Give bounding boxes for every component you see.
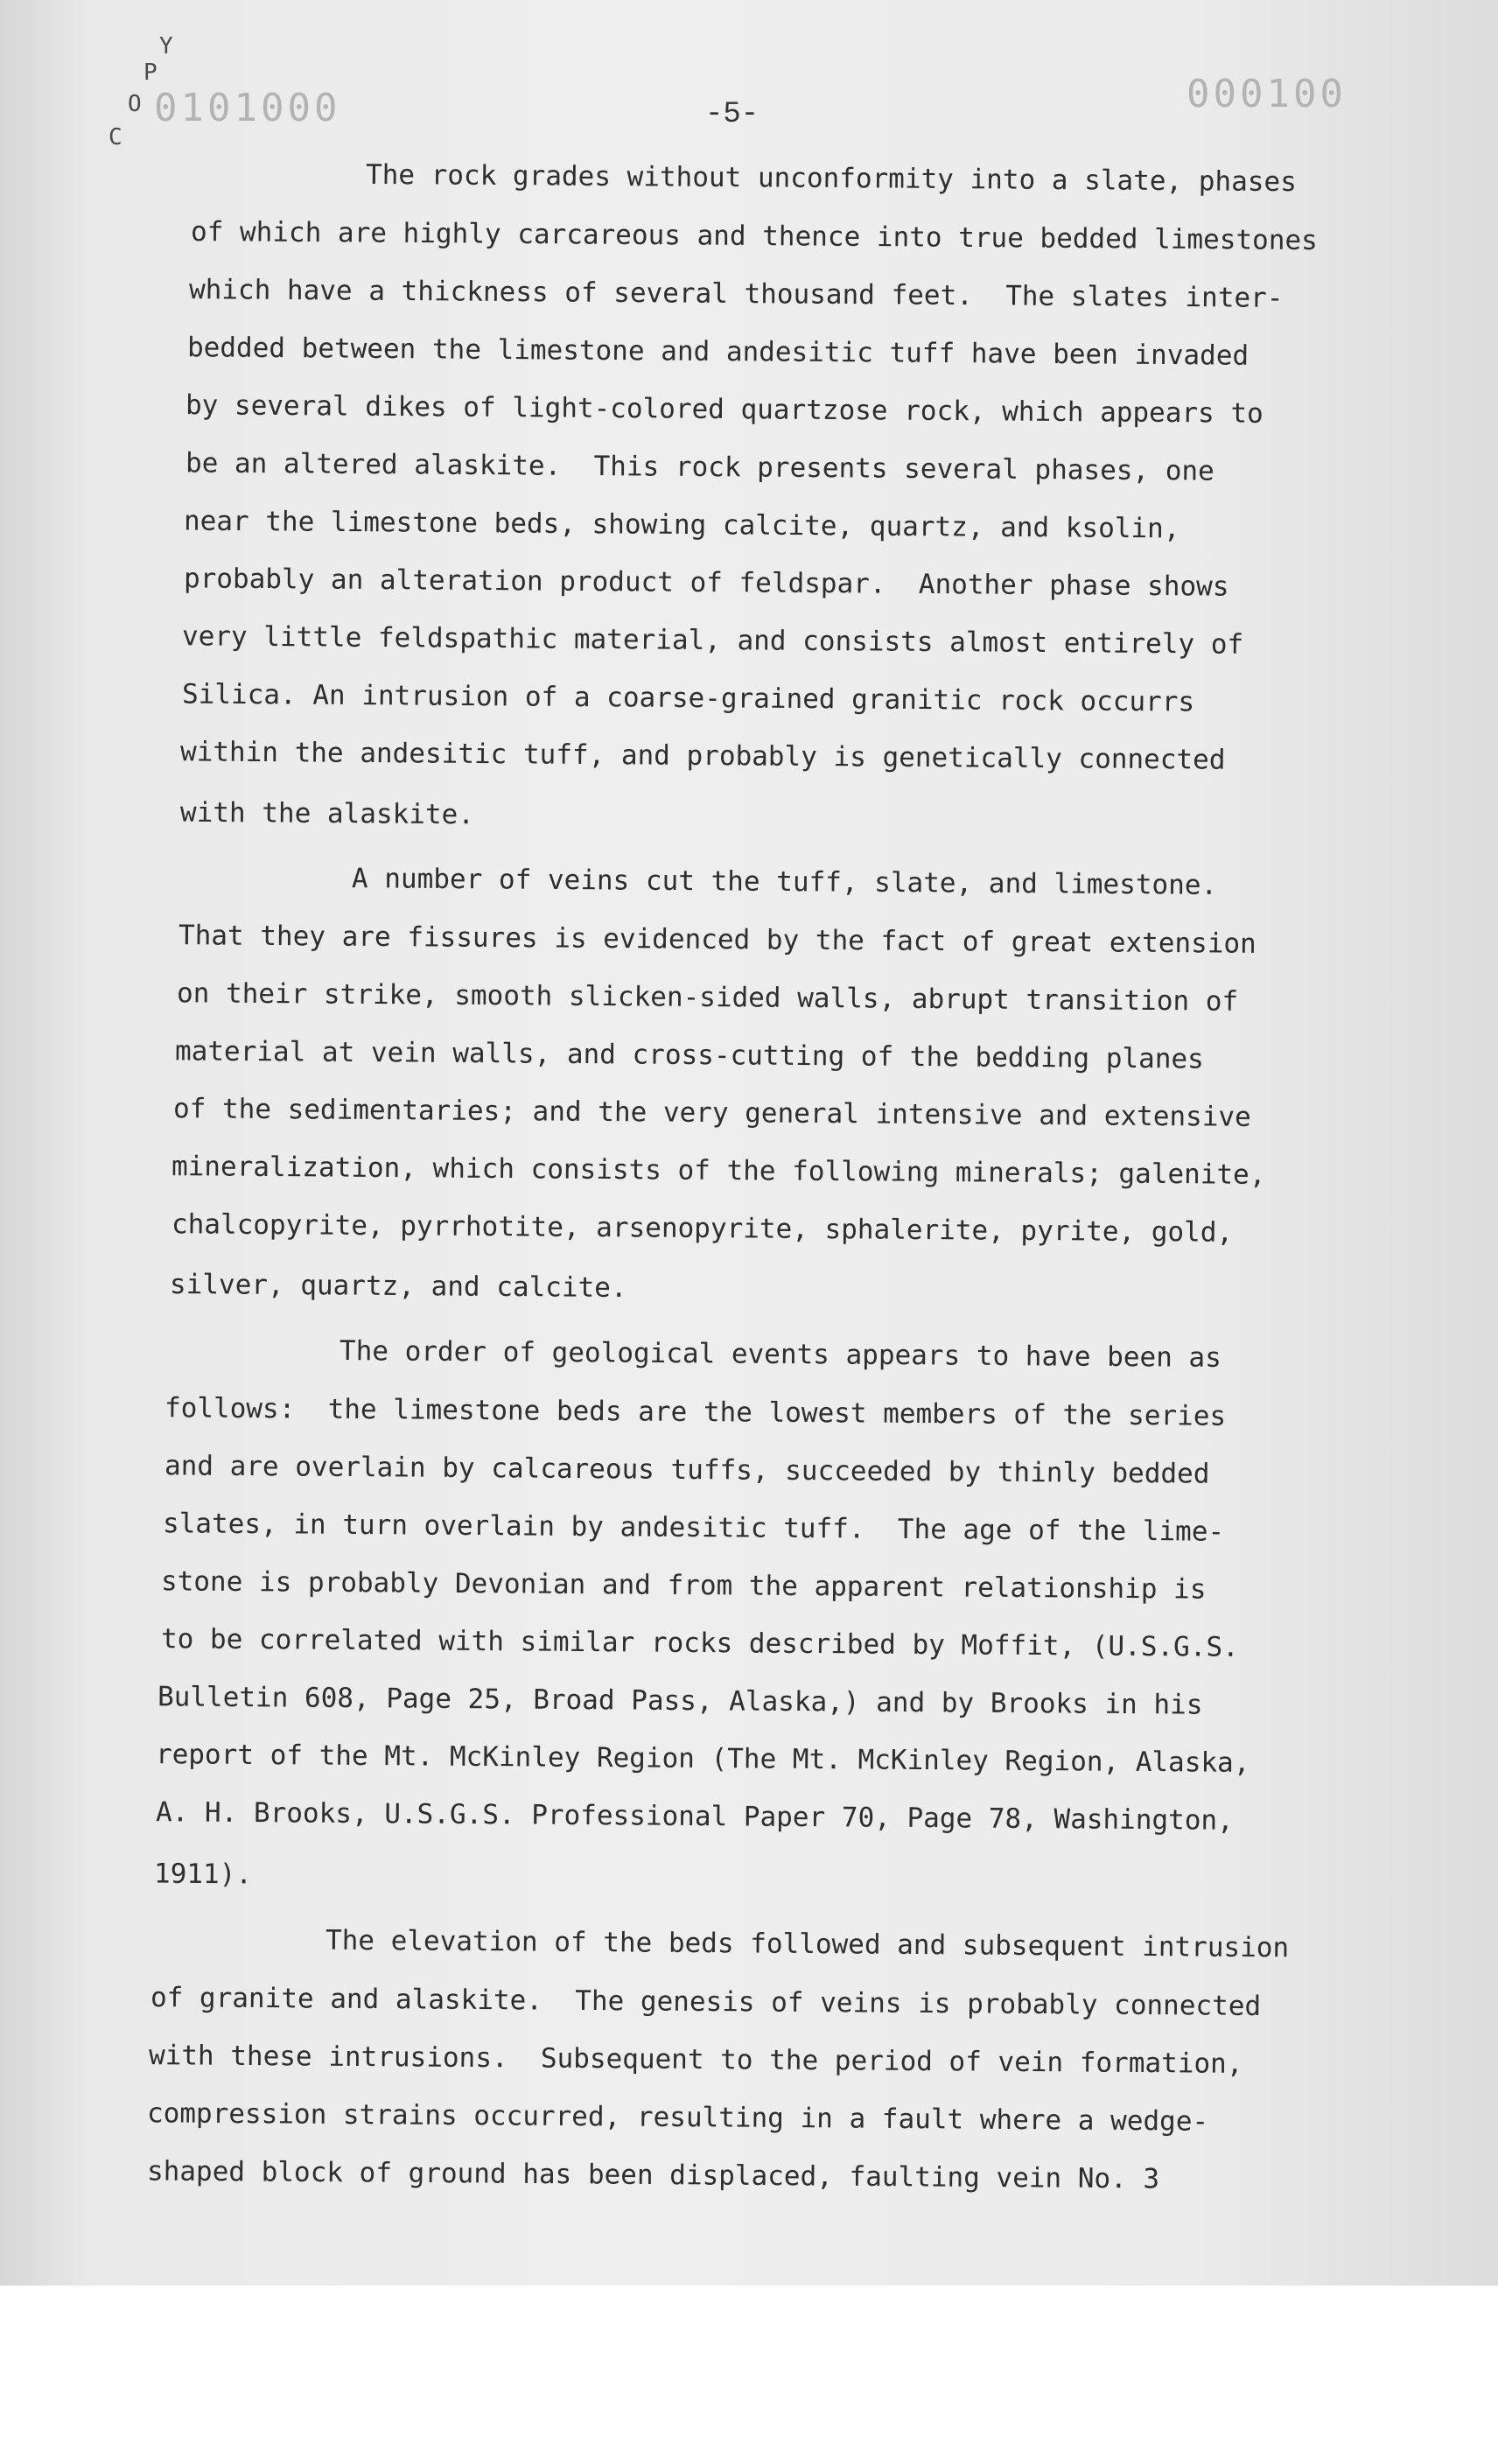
text-line: near the limestone beds, showing calcite, quartz, and ksolin, (183, 505, 1180, 545)
copy-stamp-letter: O (128, 91, 142, 117)
text-line: A number of veins cut the tuff, slate, and limestone. (351, 863, 1218, 901)
text-line: of the sedimentaries; and the very general intensive and extensive (172, 1093, 1251, 1133)
text-line: of which are highly carcareous and thence into true bedded limestones (190, 215, 1318, 257)
text-line: follows: the limestone beds are the lowest members of the series (164, 1392, 1227, 1432)
document-serial-number-right: 000100 (1186, 72, 1347, 116)
text-line: compression strains occurred, resulting in a fault where a wedge- (146, 2097, 1209, 2138)
text-line: slates, in turn overlain by andesitic tuff. The age of the lime- (162, 1508, 1225, 1548)
text-line: That they are fissures is evidenced by the fact of great extension (178, 920, 1256, 960)
text-line: The order of geological events appears to have been as (339, 1335, 1222, 1374)
text-line: bedded between the limestone and andesitic tuff have been invaded (186, 332, 1250, 372)
text-line: Bulletin 608, Page 25, Broad Pass, Alaska,) and by Brooks in his (157, 1681, 1203, 1721)
text-line: be an altered alaskite. This rock presents several phases, one (185, 447, 1214, 487)
text-line: chalcopyrite, pyrrhotite, arsenopyrite, sphalerite, pyrite, gold, (171, 1208, 1234, 1249)
text-line: Silica. An intrusion of a coarse-grained granitic rock occurrs (181, 678, 1195, 718)
text-line: A. H. Brooks, U.S.G.S. Professional Paper 70, Page 78, Washington, (155, 1796, 1234, 1837)
text-line: within the andesitic tuff, and probably is genetically connected (179, 736, 1226, 776)
text-line: to be correlated with similar rocks described by Moffit, (U.S.G.S. (160, 1623, 1239, 1663)
text-line: report of the Mt. McKinley Region (The Mt. McKinley Region, Alaska, (155, 1739, 1250, 1779)
copy-stamp-letter: Y (159, 33, 173, 60)
text-line: shaped block of ground has been displaced, faulting vein No. 3 (146, 2155, 1160, 2195)
text-line: 1911). (153, 1858, 253, 1891)
text-line: The elevation of the beds followed and subsequent intrusion (325, 1924, 1290, 1964)
text-line: on their strike, smooth slicken-sided walls, abrupt transition of (176, 977, 1239, 1018)
text-line: of granite and alaskite. The genesis of veins is probably connected (150, 1982, 1262, 2022)
page-number: -5- (705, 98, 760, 131)
text-line: probably an alteration product of feldspar. Another phase shows (183, 563, 1229, 603)
text-line: with the alaskite. (179, 796, 475, 831)
document-serial-number-left: 0101000 (154, 86, 341, 130)
text-line: by several dikes of light-colored quartzose rock, which appears to (185, 389, 1264, 430)
text-line: The rock grades without unconformity into a slate, phases (365, 158, 1297, 199)
text-line: very little feldspathic material, and consists almost entirely of (181, 620, 1244, 661)
copy-stamp-letter: P (144, 60, 158, 86)
text-line: stone is probably Devonian and from the apparent relationship is (160, 1565, 1207, 1606)
text-line: and are overlain by calcareous tuffs, succeeded by thinly bedded (164, 1450, 1210, 1490)
copy-stamp-letter: C (108, 124, 122, 150)
text-line: silver, quartz, and calcite. (169, 1268, 627, 1305)
text-line: which have a thickness of several thousand feet. The slates inter- (188, 274, 1284, 314)
text-line: mineralization, which consists of the following minerals; galenite, (171, 1151, 1266, 1191)
text-line: with these intrusions. Subsequent to the period of vein formation, (148, 2040, 1243, 2080)
text-line: material at vein walls, and cross-cutting of the bedding planes (174, 1035, 1204, 1075)
